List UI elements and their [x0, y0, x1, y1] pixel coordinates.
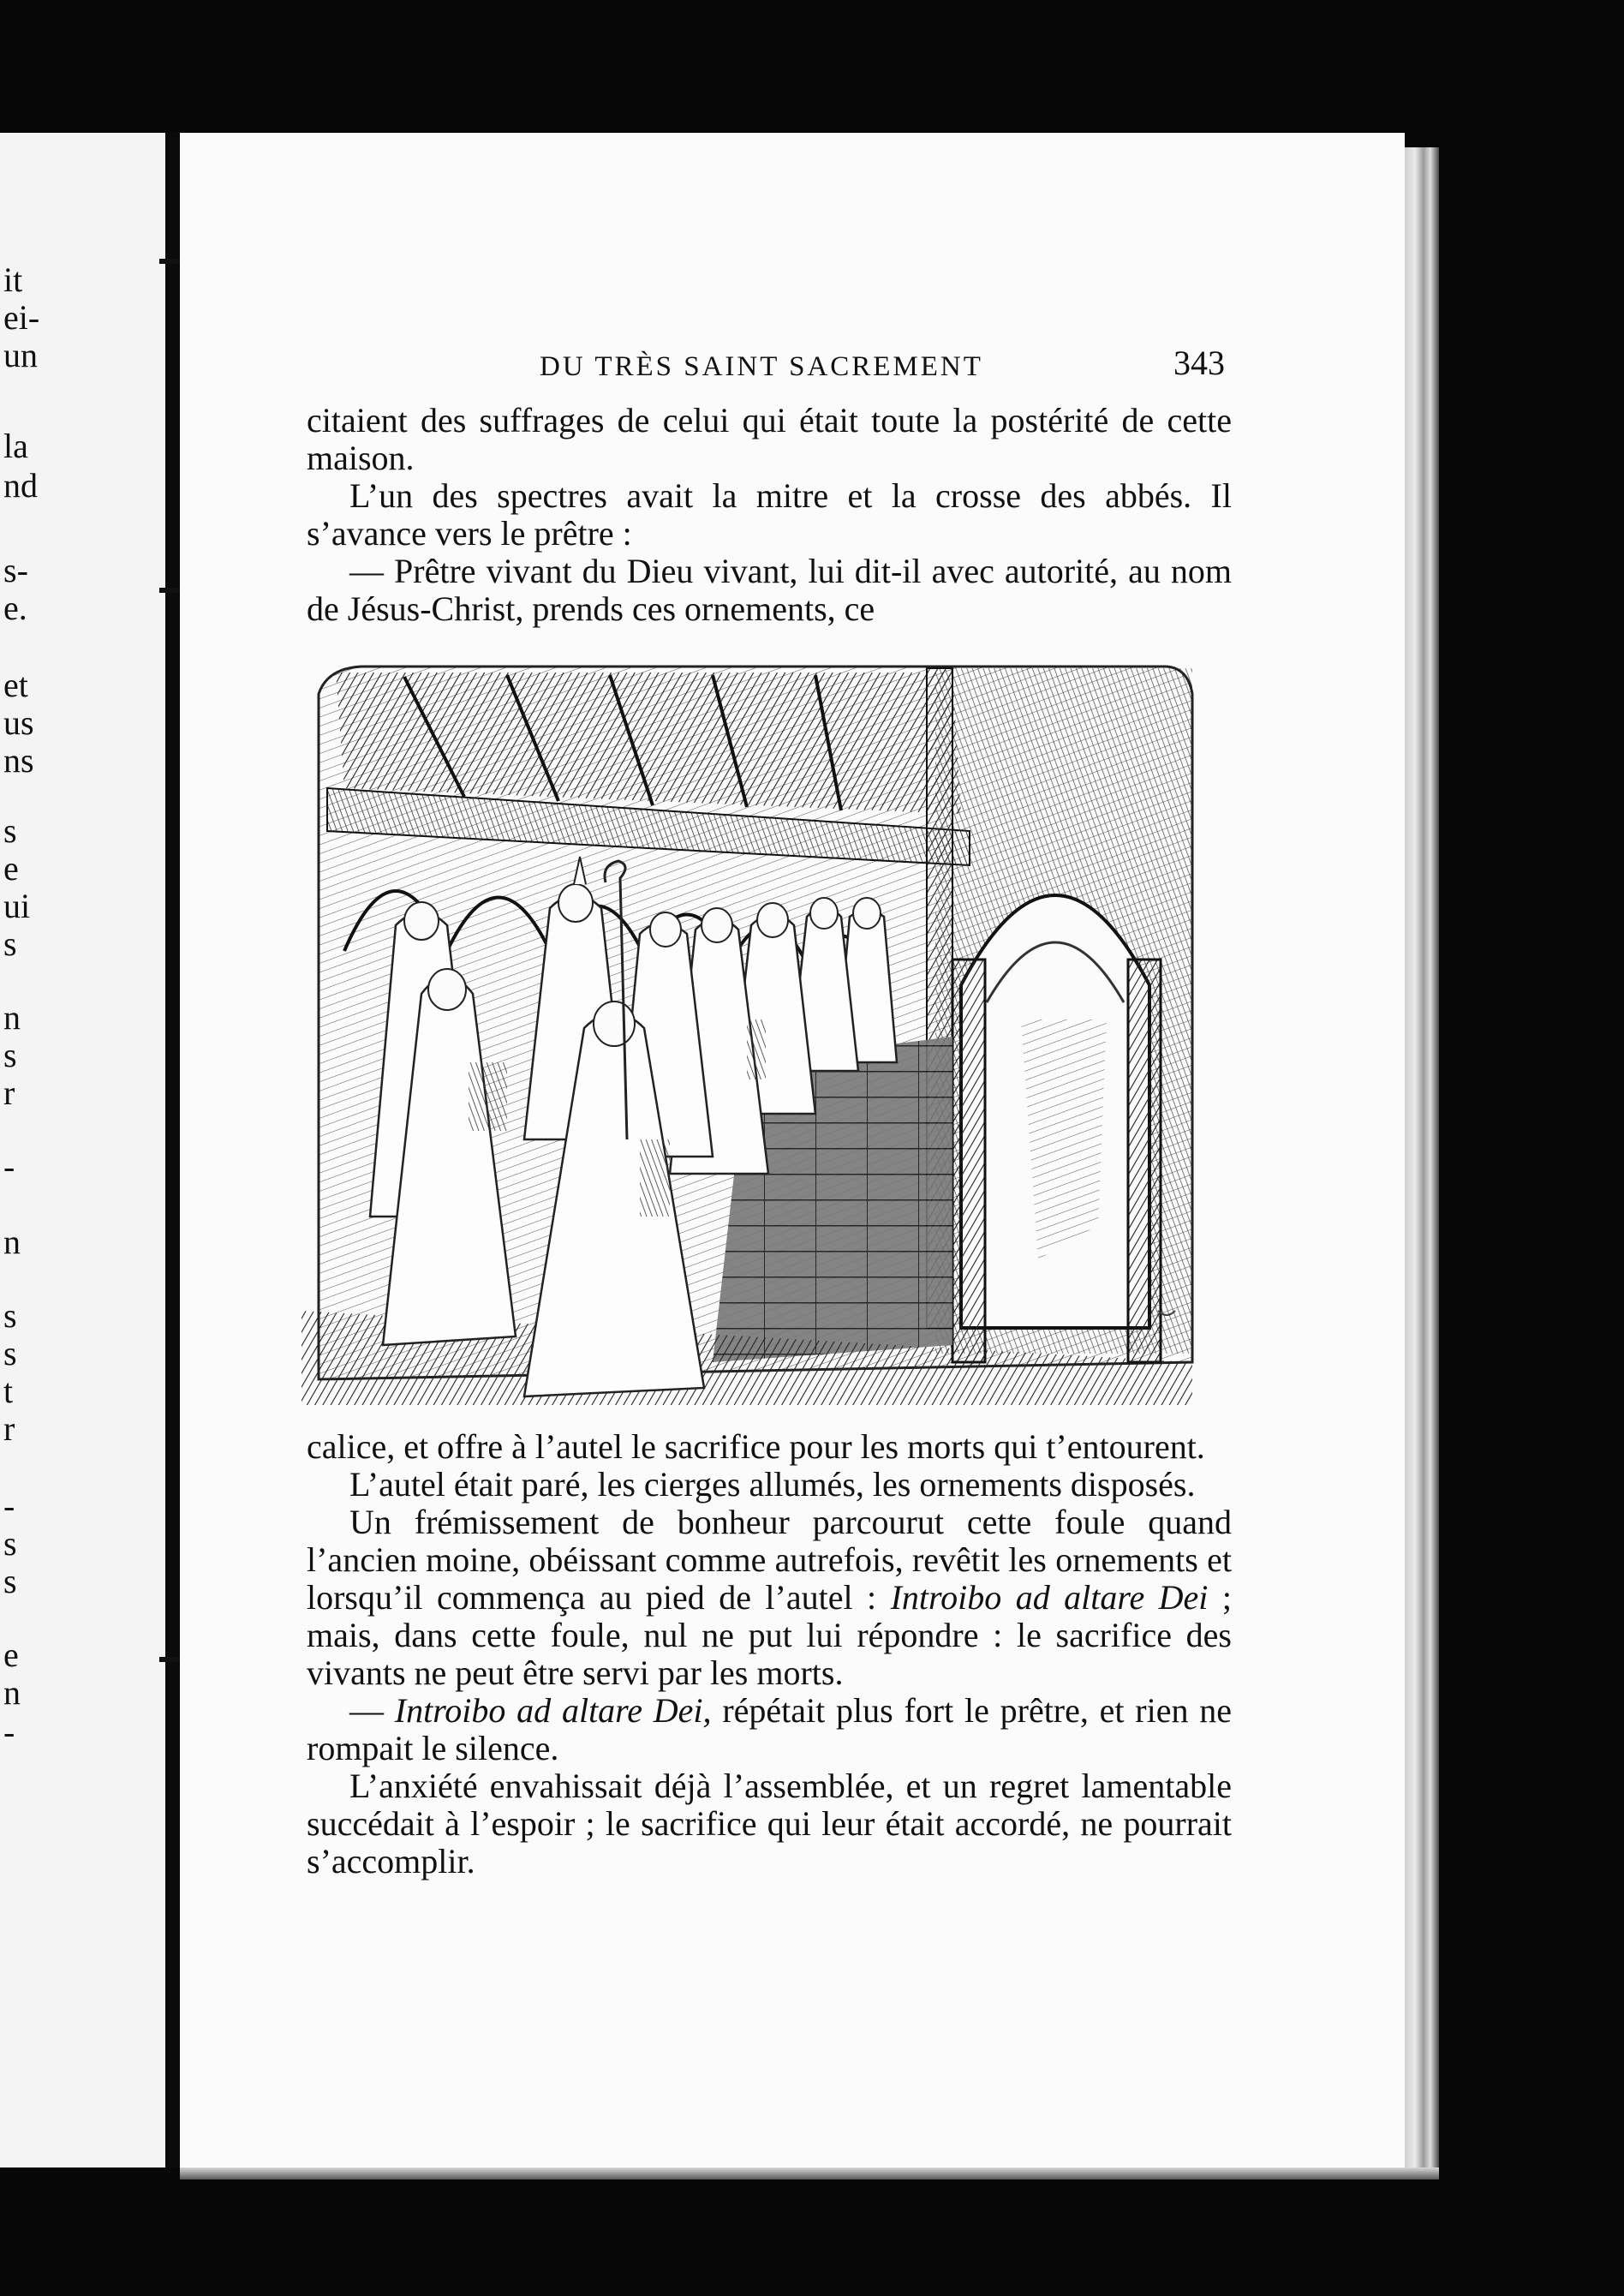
- left-page-fragment: s: [3, 1524, 17, 1563]
- left-page-fragment: s: [3, 924, 17, 963]
- text-block-bottom: [307, 1428, 1232, 1880]
- running-head: DU TRÈS SAINT SACREMENT: [540, 351, 983, 382]
- left-page-edge: [0, 133, 167, 2167]
- latin-phrase: Introibo ad altare Dei: [890, 1578, 1209, 1617]
- left-page-fragment: t: [3, 1372, 14, 1410]
- paragraph: calice, et offre à l’autel le sacrifice pour les morts qui t’entourent.: [307, 1427, 1205, 1466]
- paragraph: — Prêtre vivant du Dieu vivant, lui dit-il avec autorité, au nom de Jésus-Christ, prends ces ornements, ce: [307, 552, 1232, 628]
- left-page-fragment: s: [3, 1296, 17, 1335]
- book-binding: [165, 133, 181, 2167]
- page-edges-bottom: [180, 2167, 1439, 2179]
- cloister-procession-engraving: [302, 660, 1227, 1405]
- paragraph: [307, 1692, 1232, 1767]
- page-edges: [1405, 147, 1439, 2173]
- paragraph: L’anxiété envahissait déjà l’assemblée, et un regret lamentable succédait à l’espoir ; le sacrifice qui leur était accordé, ne pourrait s’accomplir.: [307, 1767, 1232, 1880]
- paragraph-text: Un frémissement de bonheur parcourut cette foule quand l’ancien moine, obéissant comme autrefois, revêtit les ornements et lorsqu’il commença au pied de l’autel :: [307, 1503, 1232, 1617]
- text-block-top: [307, 402, 1232, 628]
- illustration-engraving: [302, 660, 1227, 1405]
- left-page-fragment: s-: [3, 551, 28, 589]
- left-page-fragment: -: [3, 1486, 15, 1525]
- left-page-fragment: ns: [3, 741, 34, 780]
- paragraph-text: ; mais, dans cette foule, nul ne put lui répondre : le sacrifice des vivants ne peut être servi par les morts.: [307, 1578, 1232, 1692]
- left-page-fragment: n: [3, 998, 21, 1037]
- page-header: [540, 343, 1225, 394]
- paragraph-text: répétait plus fort le prêtre, et rien ne rompait le silence.: [307, 1691, 1233, 1767]
- paragraph: L’autel était paré, les cierges allumés, les ornements disposés.: [349, 1465, 1196, 1504]
- left-page-fragment: r: [3, 1073, 15, 1112]
- left-page-fragment: et: [3, 666, 28, 704]
- left-page-fragment: it: [3, 260, 23, 299]
- left-page-fragment: la: [3, 427, 28, 465]
- left-page-fragment: us: [3, 703, 34, 742]
- left-page-fragment: s: [3, 811, 17, 850]
- left-page-fragment: -: [3, 1147, 15, 1186]
- left-page-fragment: s: [3, 1562, 17, 1600]
- paragraph: citaient des suffrages de celui qui était toute la postérité de cette maison.: [307, 401, 1232, 477]
- left-page-fragment: n: [3, 1673, 21, 1712]
- left-page-fragment: -: [3, 1713, 15, 1751]
- paragraph: [307, 1504, 1232, 1692]
- left-page-fragment: nd: [3, 466, 38, 505]
- left-page-fragment: e.: [3, 589, 27, 627]
- left-page-fragment: e: [3, 849, 19, 888]
- paragraph: L’un des spectres avait la mitre et la crosse des abbés. Il s’avance vers le prêtre :: [307, 476, 1232, 553]
- left-page-fragment: r: [3, 1409, 15, 1448]
- left-page-fragment: e: [3, 1635, 19, 1674]
- left-page-fragment: s: [3, 1036, 17, 1074]
- latin-phrase: Introibo ad altare Dei,: [394, 1691, 712, 1730]
- page-number: 343: [1173, 344, 1225, 382]
- left-page-fragment: n: [3, 1223, 21, 1261]
- left-page-fragment: ei-: [3, 298, 40, 337]
- dash: —: [349, 1691, 395, 1730]
- left-page-fragment: ui: [3, 887, 31, 925]
- left-page-fragment: s: [3, 1334, 17, 1372]
- left-page-fragment: un: [3, 336, 38, 374]
